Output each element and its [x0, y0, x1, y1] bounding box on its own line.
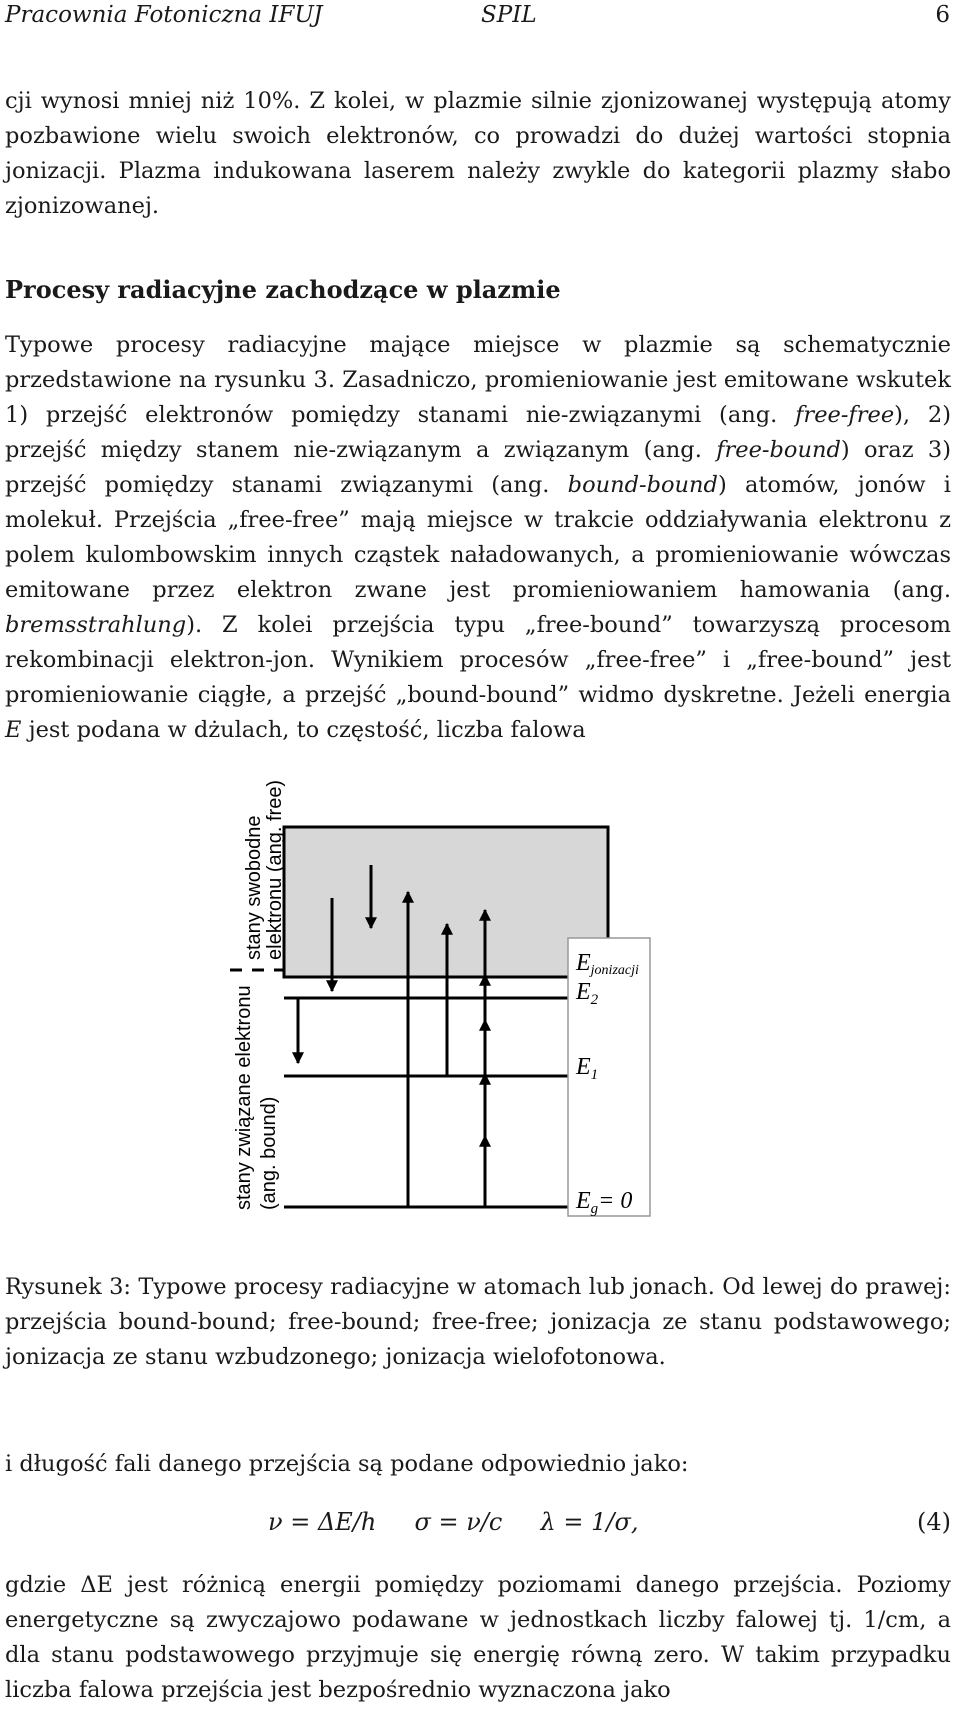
equation-number: (4)	[917, 1508, 951, 1536]
label-e1: $E_1$	[576, 1054, 599, 1083]
equation-4	[0, 1508, 951, 1544]
paragraph-intro: cji wynosi mniej niż 10%. Z kolei, w plazmie silnie zjonizowanej występują atomy pozbawione wielu swoich elektronów, co prowadzi do dużej wartości stopnia jonizacji. Plazma indukowana laserem należy zwykle do kategorii plazmy słabo zjonizowanej.	[5, 88, 951, 219]
label-free-line1: stany swobodne	[243, 815, 265, 960]
page-header	[5, 2, 950, 34]
paragraph-processes: Typowe procesy radiacyjne mające miejsce w plazmie są schematycznie przedstawione na rysunku 3. Zasadniczo, promieniowanie jest emitowane wskutek 1) przejść elektronów pomiędzy stanami nie-związanymi (ang. free-free), 2) przejść między stanem nie-związanym a związanym (ang. free-bound) oraz 3) przejść pomiędzy stanami związanymi (ang. bound-bound) atomów, jonów i molekuł. Przejścia „free-free” mają miejsce w trakcie oddziaływania elektronu z polem kulombowskim innych cząstek naładowanych, a promieniowanie wówczas emitowane przez elektron zwane jest promieniowaniem hamowania (ang. bremsstrahlung). Z kolei przejścia typu „free-bound” towarzyszą procesom rekombinacji elektron-jon. Wynikiem procesów „free-free” i „free-bound” jest promieniowanie ciągłe, a przejść „bound-bound” widmo dyskretne. Jeżeli energia E jest podana w dżulach, to częstość, liczba falowa	[5, 332, 952, 743]
label-e2: $E_2$	[576, 979, 599, 1008]
label-ionization: Ejonizacji	[576, 950, 639, 978]
header-center: SPIL	[481, 2, 537, 28]
section-title: Procesy radiacyjne zachodzące w plazmie	[5, 275, 561, 304]
paragraph-energy-levels: gdzie ΔE jest różnicą energii pomiędzy poziomami danego przejścia. Poziomy energetyczne są zwyczajowo podawane w jednostkach liczby falowej tj. 1/cm, a dla stanu podstawowego przyjmuje się energię równą zero. W takim przypadku liczba falowa przejścia jest bezpośrednio wyznaczona jako	[5, 1572, 951, 1703]
energy-level-diagram	[230, 780, 720, 1260]
label-bound-line2: (ang. bound)	[258, 1096, 280, 1210]
equation-body: ν = ΔE/h σ = ν/c λ = 1/σ,	[268, 1508, 639, 1536]
header-title: Pracownia Fotoniczna IFUJ	[5, 2, 323, 28]
paragraph-wavelength-intro: i długość fali danego przejścia są podane odpowiednio jako:	[5, 1451, 689, 1477]
page-number: 6	[935, 2, 950, 28]
label-ground: $E_g= 0$	[576, 1188, 633, 1217]
label-free-line2: elektronu (ang. free)	[264, 780, 286, 960]
label-bound-line1: stany związane elektronu	[233, 985, 255, 1210]
figure-caption: Rysunek 3: Typowe procesy radiacyjne w atomach lub jonach. Od lewej do prawej: przejścia bound-bound; free-bound; free-free; jonizacja ze stanu podstawowego; jonizacja ze stanu wzbudzonego; jonizacja wielofotonowa.	[5, 1274, 951, 1370]
